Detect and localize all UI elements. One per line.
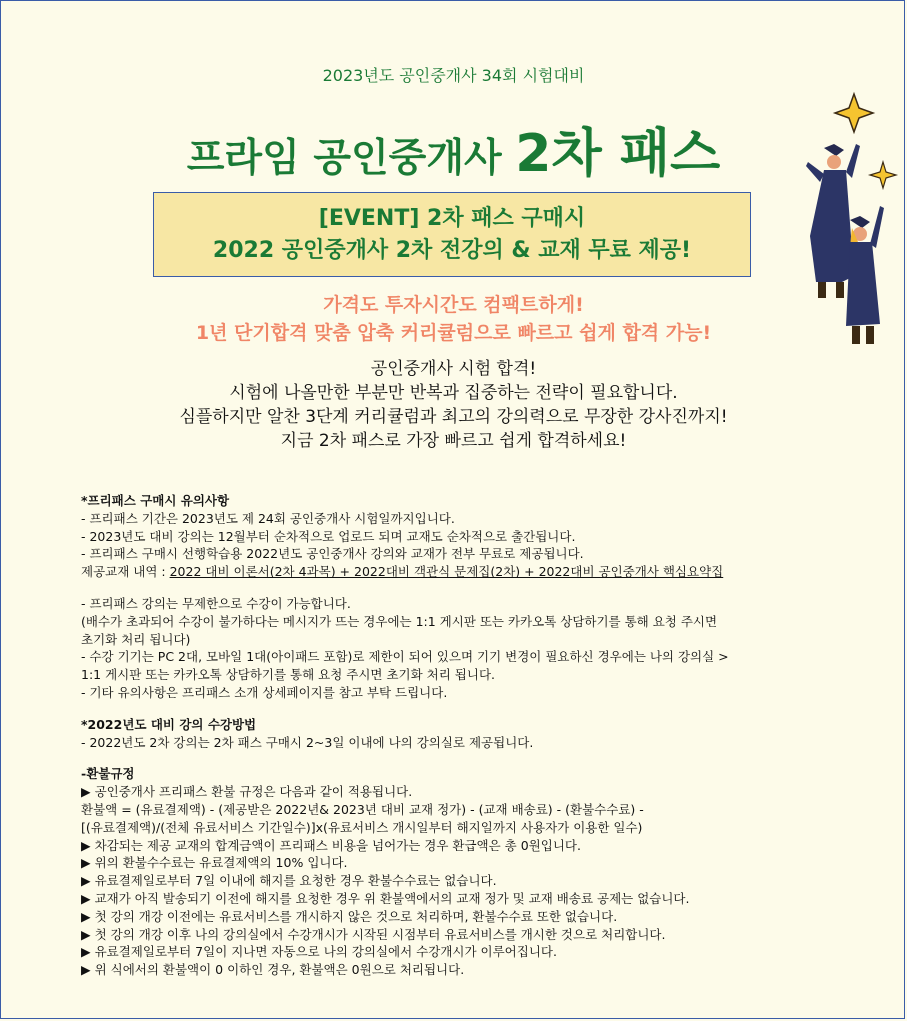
note-line: [(유료결제액)/(전체 유료서비스 기간일수)]x(유료서비스 개시일부터 해지일까지 사용자가 이용한 일수) bbox=[81, 819, 643, 835]
event-banner bbox=[153, 192, 751, 277]
event-line-2: 2022 공인중개사 2차 전강의 & 교재 무료 제공! bbox=[212, 238, 692, 263]
highlight-line-1: 가격도 투자시간도 컴팩트하게! bbox=[323, 294, 584, 316]
intro-line-1: 공인중개사 시험 합격! bbox=[370, 359, 537, 379]
sparkle-star-icon bbox=[870, 162, 896, 188]
note-line: - 2023년도 대비 강의는 12월부터 순차적으로 업로드 되며 교재도 순차적으로 출간됩니다. bbox=[81, 528, 576, 544]
notes-heading: -환불규정 bbox=[81, 766, 135, 782]
note-line: ▶ 유료결제일로부터 7일 이내에 해지를 요청한 경우 환불수수료는 없습니다. bbox=[81, 873, 497, 889]
note-line: - 2022년도 2차 강의는 2차 패스 구매시 2~3일 이내에 나의 강의실로 제공됩니다. bbox=[81, 734, 534, 750]
page-title bbox=[1, 111, 906, 186]
note-line: ▶ 첫 강의 개강 이전에는 유료서비스를 개시하지 않은 것으로 처리하며, 환불수수료 또한 없습니다. bbox=[81, 908, 618, 924]
note-line: ▶ 유료결제일로부터 7일이 지나면 자동으로 나의 강의실에서 수강개시가 이루어집니다. bbox=[81, 944, 557, 960]
note-line: (배수가 초과되어 수강이 불가하다는 메시지가 뜨는 경우에는 1:1 게시판 또는 카카오톡 상담하기를 통해 요청 주시면 bbox=[81, 613, 718, 629]
note-line: - 프리패스 기간은 2023년도 제 24회 공인중개사 시험일까지입니다. bbox=[81, 510, 455, 526]
note-line: ▶ 차감되는 제공 교재의 합계금액이 프리패스 비용을 넘어가는 경우 환급액은 총 0원입니다. bbox=[81, 837, 581, 853]
notes-heading: *프리패스 구매시 유의사항 bbox=[81, 493, 230, 508]
note-line: - 프리패스 구매시 선행학습용 2022년도 공인중개사 강의와 교재가 전부 무료로 제공됩니다. bbox=[81, 546, 584, 562]
highlight-text bbox=[1, 291, 906, 347]
note-line: 환불액 = (유료결제액) - (제공받은 2022년& 2023년 대비 교재 정가) - (교재 배송료) - (환불수수료) - bbox=[81, 801, 644, 817]
note-line: ▶ 첫 강의 개강 이후 나의 강의실에서 수강개시가 시작된 시점부터 유료서비스를 개시한 것으로 처리합니다. bbox=[81, 926, 666, 942]
event-line-1: [EVENT] 2차 패스 구매시 bbox=[318, 206, 586, 231]
title-main: 프라임 공인중개사 bbox=[186, 136, 502, 181]
intro-line-4: 지금 2차 패스로 가장 빠르고 쉽게 합격하세요! bbox=[280, 431, 627, 451]
note-line: ▶ 교재가 아직 발송되기 이전에 해지를 요청한 경우 위 환불액에서의 교재 정가 및 교재 배송료 공제는 없습니다. bbox=[81, 890, 690, 906]
title-emphasis: 2차 패스 bbox=[515, 124, 721, 184]
exam-subtitle: 2023년도 공인중개사 34회 시험대비 bbox=[322, 66, 585, 85]
note-line: 1:1 게시판 또는 카카오톡 상담하기를 통해 요청 주시면 초기화 처리 됩니다. bbox=[81, 667, 496, 683]
note-line: ▶ 위의 환불수수료는 유료결제액의 10% 입니다. bbox=[81, 855, 348, 871]
intro-line-2: 시험에 나올만한 부분만 반복과 집중하는 전략이 필요합니다. bbox=[229, 383, 678, 403]
highlight-line-2: 1년 단기합격 맞춤 압축 커리큘럼으로 빠르고 쉽게 합격 가능! bbox=[195, 322, 712, 344]
note-line: ▶ 위 식에서의 환불액이 0 이하인 경우, 환불액은 0원으로 처리됩니다. bbox=[81, 962, 465, 978]
materials-link[interactable]: 2022 대비 이론서(2차 4과목) + 2022대비 객관식 문제집(2차) + 2022대비 공인중개사 핵심요약집 bbox=[169, 564, 724, 580]
note-line: 초기화 처리 됩니다) bbox=[81, 631, 191, 647]
note-line: - 수강 기기는 PC 2대, 모바일 1대(아이패드 포함)로 제한이 되어 있으며 기기 변경이 필요하신 경우에는 나의 강의실 > bbox=[81, 649, 729, 665]
notes-heading: *2022년도 대비 강의 수강방법 bbox=[81, 716, 257, 732]
materials-label: 제공교재 내역 : bbox=[81, 564, 170, 580]
intro-line-3: 심플하지만 알찬 3단계 커리큘럼과 최고의 강의력으로 무장한 강사진까지! bbox=[179, 407, 728, 427]
notes-section bbox=[81, 492, 881, 979]
graduates-illustration bbox=[796, 86, 906, 356]
sparkle-star-icon bbox=[835, 94, 873, 132]
note-line: ▶ 공인중개사 프리패스 환불 규정은 다음과 같이 적용됩니다. bbox=[81, 784, 413, 800]
note-line bbox=[81, 563, 881, 581]
note-line: - 프리패스 강의는 무제한으로 수강이 가능합니다. bbox=[81, 595, 351, 611]
intro-text bbox=[1, 357, 906, 453]
note-line: - 기타 유의사항은 프리패스 소개 상세페이지를 참고 부탁 드립니다. bbox=[81, 684, 448, 700]
